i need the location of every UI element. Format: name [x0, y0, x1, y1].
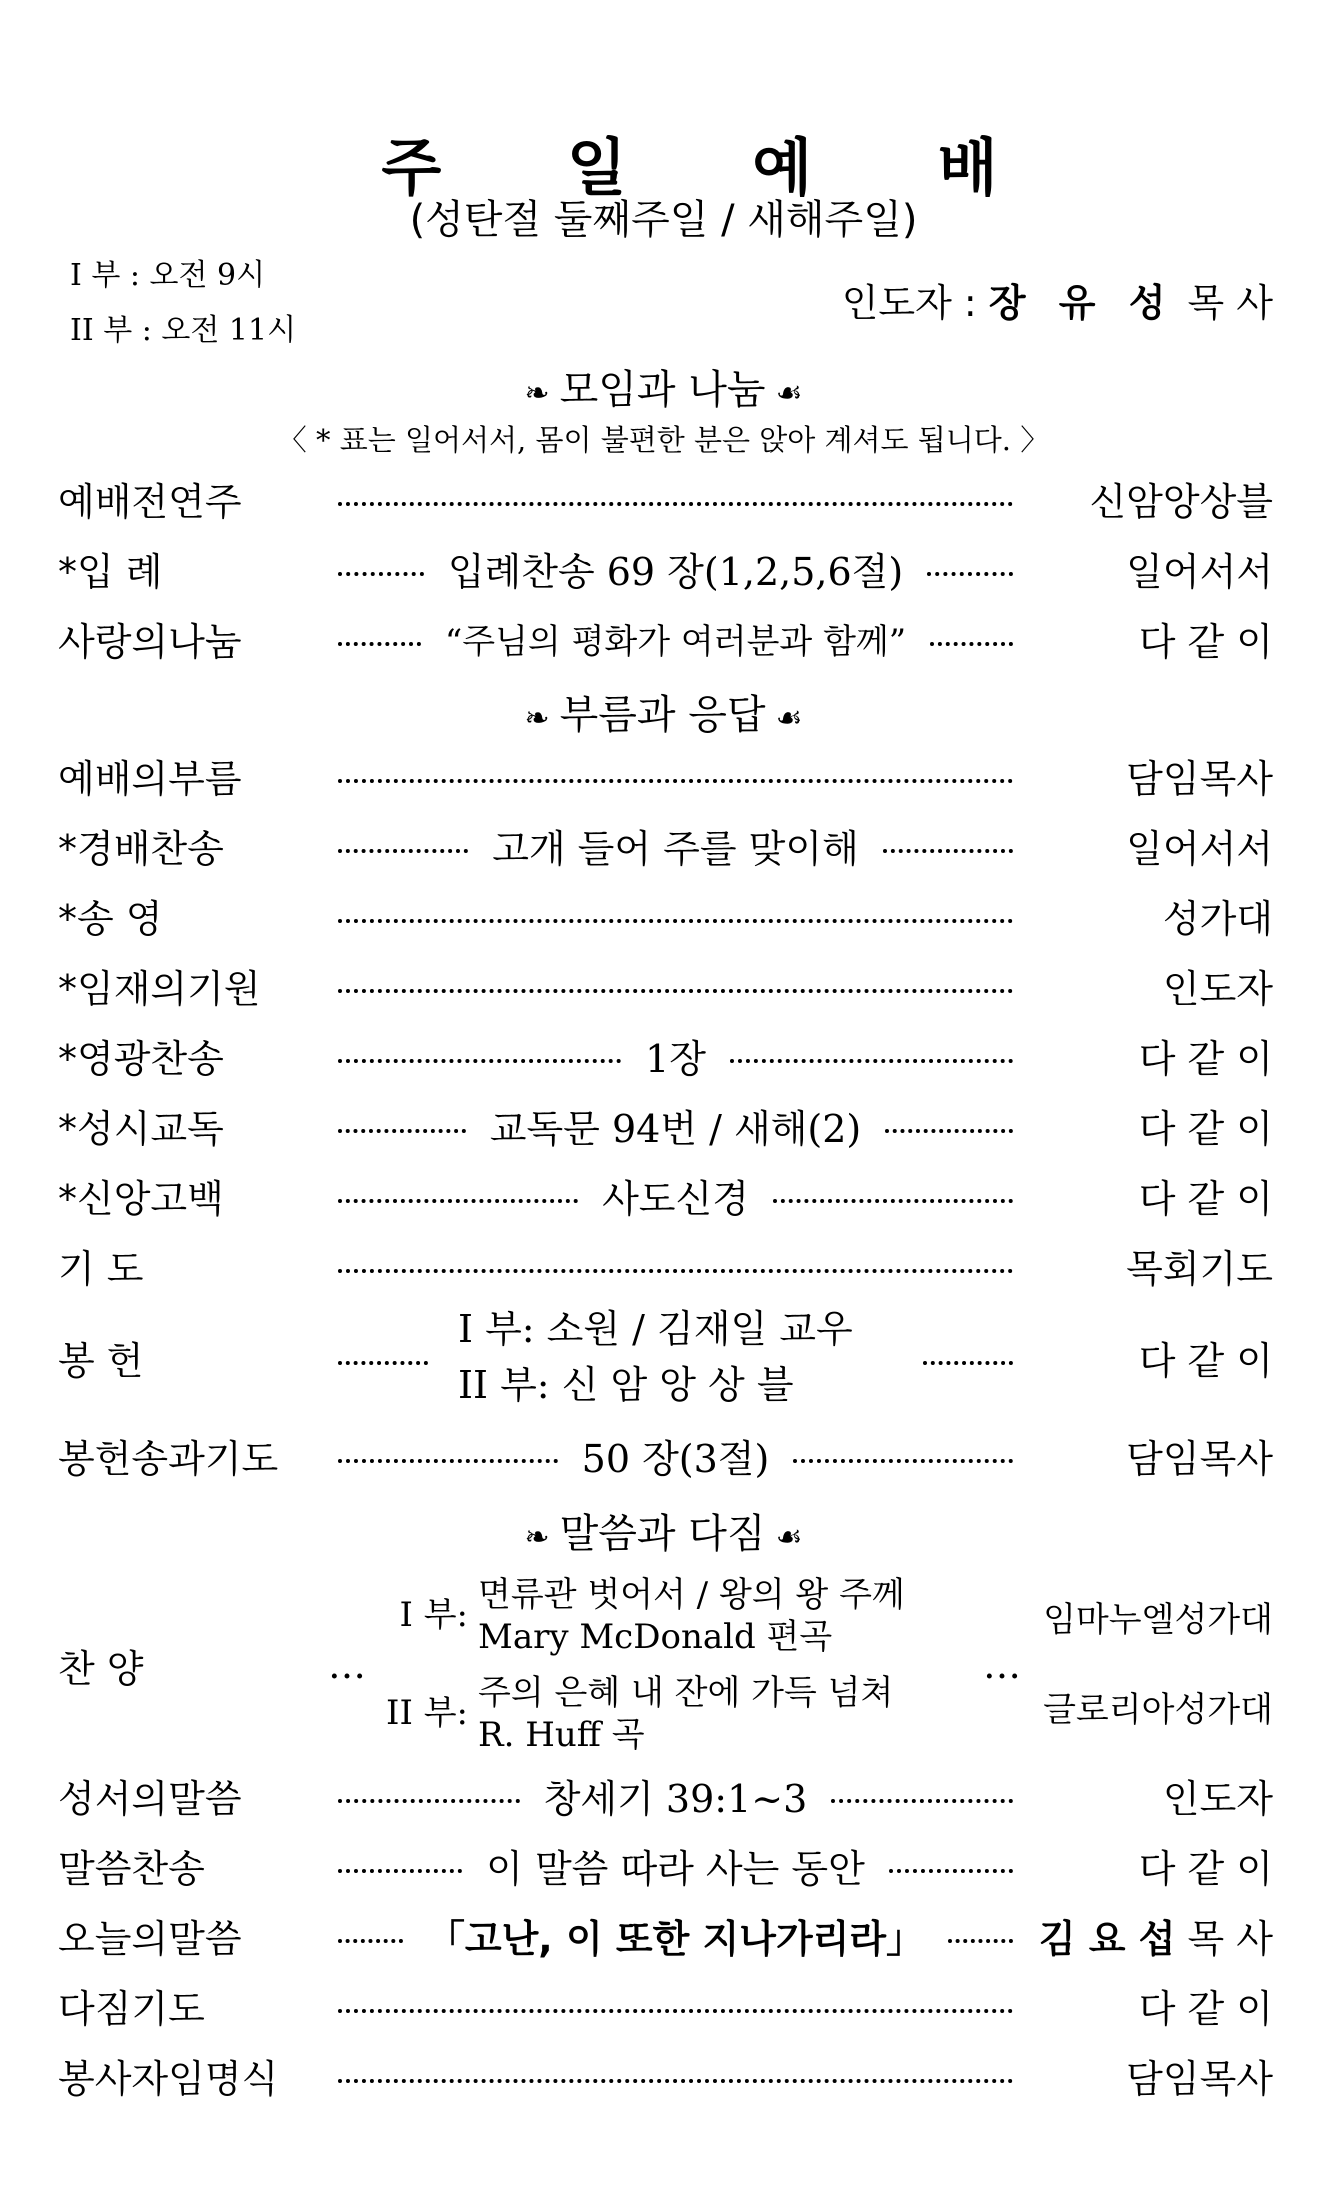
order-row-offering [58, 1302, 1273, 1412]
anthem-detail [368, 1574, 983, 1756]
row-right: 김 요 섭 목 사 [1023, 1908, 1273, 1963]
order-row [58, 1905, 1273, 1965]
row-label: *송 영 [58, 896, 163, 941]
leader-info [842, 272, 1273, 327]
order-row [58, 1165, 1273, 1225]
row-detail: 고개 들어 주를 맞이해 [492, 826, 859, 871]
anthem-part-2: II 부: 주의 은혜 내 잔에 가득 넘쳐 R. Huff 곡 [386, 1673, 894, 1755]
row-label: 봉 헌 [58, 1338, 144, 1383]
leader-dots [730, 1059, 1013, 1063]
row-label: *성시교독 [58, 1106, 224, 1151]
row-right: 인도자 [1162, 966, 1273, 1011]
order-row [58, 2045, 1273, 2105]
order-row [58, 468, 1273, 528]
order-row [58, 1025, 1273, 1085]
row-right: 다 같 이 [1138, 619, 1274, 664]
row-right: 담임목사 [1126, 1436, 1273, 1481]
leader-dots [889, 1869, 1013, 1873]
order-row [58, 885, 1273, 945]
row-detail: 사도신경 [602, 1176, 749, 1221]
row-right: 다 같 이 [1138, 1176, 1273, 1221]
leader-dots [338, 1269, 1013, 1273]
row-label: 기 도 [58, 1246, 144, 1291]
row-detail: 입례찬송 69 장(1,2,5,6절) [447, 549, 904, 594]
row-right: 다 같 이 [1138, 1106, 1274, 1151]
leader-dots [338, 849, 468, 853]
ornament-icon: ❧ [524, 701, 550, 736]
row-label: 오늘의말씀 [58, 1916, 242, 1961]
preacher-name: 김 요 섭 [1038, 1916, 1176, 1961]
leader-dots [338, 1459, 558, 1463]
section-heading-1: ❧ 모임과 나눔 ☙ [524, 367, 803, 413]
leader-dots [930, 642, 1013, 646]
leader-dots [923, 1361, 1013, 1365]
leader-dots [793, 1459, 1013, 1463]
offering-part-1: I 부: 소원 / 김재일 교우 [458, 1307, 853, 1351]
leader-dots [338, 572, 424, 576]
order-row [58, 1835, 1273, 1895]
row-detail: 교독문 94번 / 새해(2) [489, 1106, 862, 1151]
row-right: 신암앙상블 [1089, 479, 1273, 524]
leader-dots [338, 642, 421, 646]
order-row [58, 1235, 1273, 1295]
leader-dots [338, 779, 1013, 783]
leader-dots [338, 919, 1013, 923]
leader-dots [338, 2009, 1013, 2013]
leader-dots [338, 1799, 520, 1803]
leader-name: 장 유 성 [988, 281, 1176, 325]
row-right: 담임목사 [1126, 2056, 1273, 2101]
anthem-choirs: 임마누엘성가대 글로리아성가대 [1043, 1600, 1273, 1730]
leader-title: 목 사 [1187, 281, 1273, 325]
row-label: *신앙고백 [58, 1176, 224, 1221]
row-detail: 이 말씀 따라 사는 동안 [486, 1846, 865, 1891]
ornament-icon: ☙ [775, 701, 803, 736]
leader-dots [338, 1129, 466, 1133]
order-row [58, 1765, 1273, 1825]
row-detail [438, 1301, 913, 1413]
row-label: *경배찬송 [58, 826, 224, 871]
leader-dots [338, 1059, 621, 1063]
leader-dots [338, 1869, 462, 1873]
leader-dots [927, 572, 1013, 576]
leader-dots [885, 1129, 1013, 1133]
row-detail: 50 장(3절) [581, 1436, 770, 1481]
leader-dots [883, 849, 1013, 853]
leader-dots [948, 1939, 1013, 1943]
row-right: 다 같 이 [1138, 1986, 1273, 2031]
order-row [58, 815, 1273, 875]
row-label: 성서의말씀 [58, 1776, 242, 1821]
ellipsis: … [983, 1643, 1021, 1687]
row-label: *영광찬송 [58, 1036, 224, 1081]
anthem-part-1: I 부: 면류관 벗어서 / 왕의 왕 주께 Mary McDonald 편곡 [399, 1575, 905, 1657]
row-label: 찬 양 [58, 1646, 144, 1691]
ornament-icon: ☙ [775, 1520, 803, 1555]
ornament-icon: ❧ [524, 376, 550, 411]
page-subtitle: (성탄절 둘째주일 / 새해주일) [409, 197, 918, 243]
order-row [58, 1095, 1273, 1155]
order-row [58, 1975, 1273, 2035]
leader-dots [338, 989, 1013, 993]
row-detail: “주님의 평화가 여러분과 함께” [444, 621, 907, 662]
order-row [58, 608, 1273, 668]
order-row [58, 538, 1273, 598]
leader-dots [831, 1799, 1013, 1803]
row-label: 봉사자임명식 [58, 2056, 279, 2101]
row-label: 사랑의나눔 [58, 619, 242, 664]
section-heading-3: ❧ 말씀과 다짐 ☙ [524, 1511, 803, 1557]
row-right: 목회기도 [1126, 1246, 1273, 1291]
ornament-icon: ❧ [524, 1520, 550, 1555]
leader-dots [338, 1199, 578, 1203]
row-right: 다 같 이 [1138, 1036, 1274, 1081]
row-detail: 1장 [645, 1036, 706, 1081]
leader-dots [338, 1361, 428, 1365]
ornament-icon: ☙ [775, 376, 803, 411]
row-label: *임재의기원 [58, 966, 261, 1011]
page-title: 주 일 예 배 [381, 131, 1050, 204]
order-row [58, 955, 1273, 1015]
row-label: 예배전연주 [58, 479, 242, 524]
row-label: 말씀찬송 [58, 1846, 205, 1891]
row-label: 다짐기도 [58, 1986, 205, 2031]
section-heading-2: ❧ 부름과 응답 ☙ [524, 692, 803, 738]
row-right: 다 같 이 [1138, 1338, 1273, 1383]
ellipsis: … [328, 1643, 366, 1687]
offering-part-2: II 부: 신 암 앙 상 블 [458, 1363, 794, 1407]
standing-note: 〈 * 표는 일어서서, 몸이 불편한 분은 앉아 계셔도 됩니다. 〉 [277, 423, 1050, 457]
row-right: 담임목사 [1126, 756, 1273, 801]
row-label: *입 례 [58, 549, 163, 594]
leader-dots [338, 1939, 403, 1943]
row-right: 다 같 이 [1138, 1846, 1274, 1891]
leader-label: 인도자 : [841, 281, 977, 325]
service-time-2: II 부 : 오전 11시 [70, 313, 297, 348]
row-label: 봉헌송과기도 [58, 1436, 279, 1481]
sermon-title: 「고난, 이 또한 지나가리라」 [426, 1916, 925, 1961]
leader-dots [773, 1199, 1013, 1203]
row-detail: 창세기 39:1~3 [543, 1776, 808, 1821]
order-row [58, 745, 1273, 805]
row-right: 일어서서 [1126, 826, 1273, 871]
row-right: 성가대 [1162, 896, 1273, 941]
row-right: 인도자 [1162, 1776, 1273, 1821]
leader-dots [338, 2079, 1013, 2083]
order-row-anthem [58, 1570, 1273, 1760]
leader-dots [338, 502, 1013, 506]
row-label: 예배의부름 [58, 756, 242, 801]
row-right: 일어서서 [1126, 549, 1274, 594]
order-row [58, 1425, 1273, 1485]
service-time-1: I 부 : 오전 9시 [70, 258, 266, 293]
